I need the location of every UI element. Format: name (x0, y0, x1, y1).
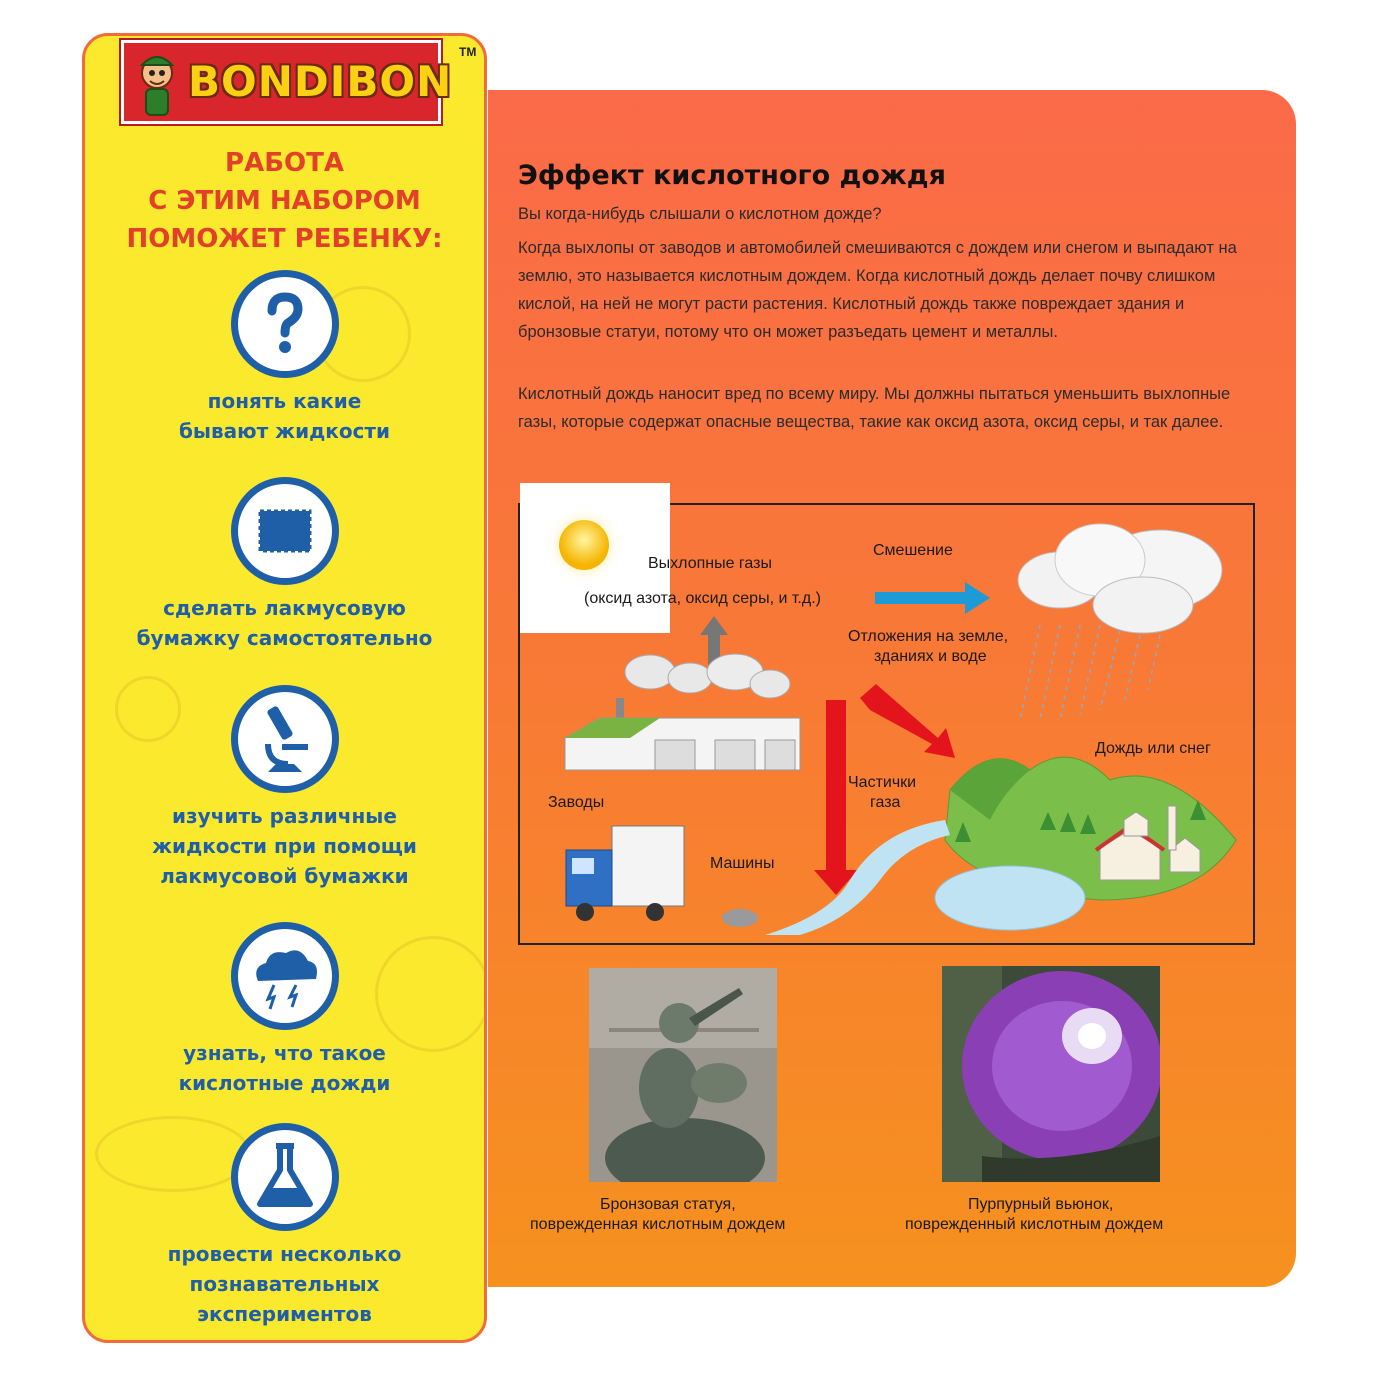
smoke-icon (625, 654, 790, 698)
factories-label: Заводы (548, 794, 605, 811)
benefit-label: узнать, что такое кислотные дожди (178, 1041, 391, 1095)
factory-icon (565, 698, 800, 770)
morning-glory-photo (942, 966, 1160, 1182)
deposition-arrow (860, 684, 955, 758)
article-title: Эффект кислотного дождя (518, 160, 946, 191)
rain-cloud-icon (1018, 524, 1222, 720)
sun-icon (544, 505, 624, 585)
heading-line: ПОМОЖЕТ РЕБЕНКУ: (126, 224, 443, 254)
particles-down-arrow (814, 700, 858, 895)
deposition-label: Отложения на земле, (848, 628, 1009, 645)
photo-caption: поврежденная кислотным дождем (530, 1216, 786, 1233)
exhaust-label: Выхлопные газы (648, 555, 772, 572)
benefit-label: провести несколько познавательных экспериментов (167, 1242, 402, 1326)
heading-line: РАБОТА (225, 148, 344, 178)
heading-line: С ЭТИМ НАБОРОМ (148, 186, 421, 216)
exhaust-detail-label: (оксид азота, оксид серы, и т.д.) (584, 590, 821, 607)
particles-label: газа (870, 794, 901, 811)
benefit-label: изучить различные жидкости при помощи лакмусовой бумажки (152, 804, 417, 888)
bronze-statue-photo (589, 968, 777, 1182)
truck-icon (566, 826, 758, 927)
particles-label: Частички (848, 774, 917, 791)
mixing-label: Смешение (873, 542, 953, 559)
benefit-label: понять какие бывают жидкости (178, 389, 391, 443)
rain-label: Дождь или снег (1095, 740, 1211, 757)
trademark-mark: TM (459, 45, 477, 59)
photo-caption: Пурпурный вьюнок, (968, 1196, 1114, 1213)
photo-caption: Бронзовая статуя, (600, 1196, 736, 1213)
logo-text: BONDIBON (188, 57, 453, 106)
article-paragraph: Вы когда-нибудь слышали о кислотном дожде? (518, 205, 882, 223)
cars-label: Машины (710, 855, 775, 872)
deposition-label: зданиях и воде (874, 648, 987, 665)
article-paragraph: Когда выхлопы от заводов и автомобилей смешиваются с дождем или снегом и выпадают на землю, это называется кислотным дождем. Когда кислотный дождь делает почву слишком кислой, на ней не могут расти растения. Кислотный дождь также повреждает здания и бронзовые статуи, потому что он может разъедать цемент и металлы. (518, 239, 1237, 341)
article-paragraph: Кислотный дождь наносит вред по всему миру. Мы должны пытаться уменьшить выхлопные газы, которые содержат опасные вещества, такие как оксид азота, оксид серы, и так далее. (518, 385, 1231, 431)
photo-caption: поврежденный кислотным дождем (905, 1216, 1164, 1233)
mixing-arrow (875, 582, 990, 614)
benefit-label: сделать лакмусовую бумажку самостоятельно (136, 596, 433, 650)
